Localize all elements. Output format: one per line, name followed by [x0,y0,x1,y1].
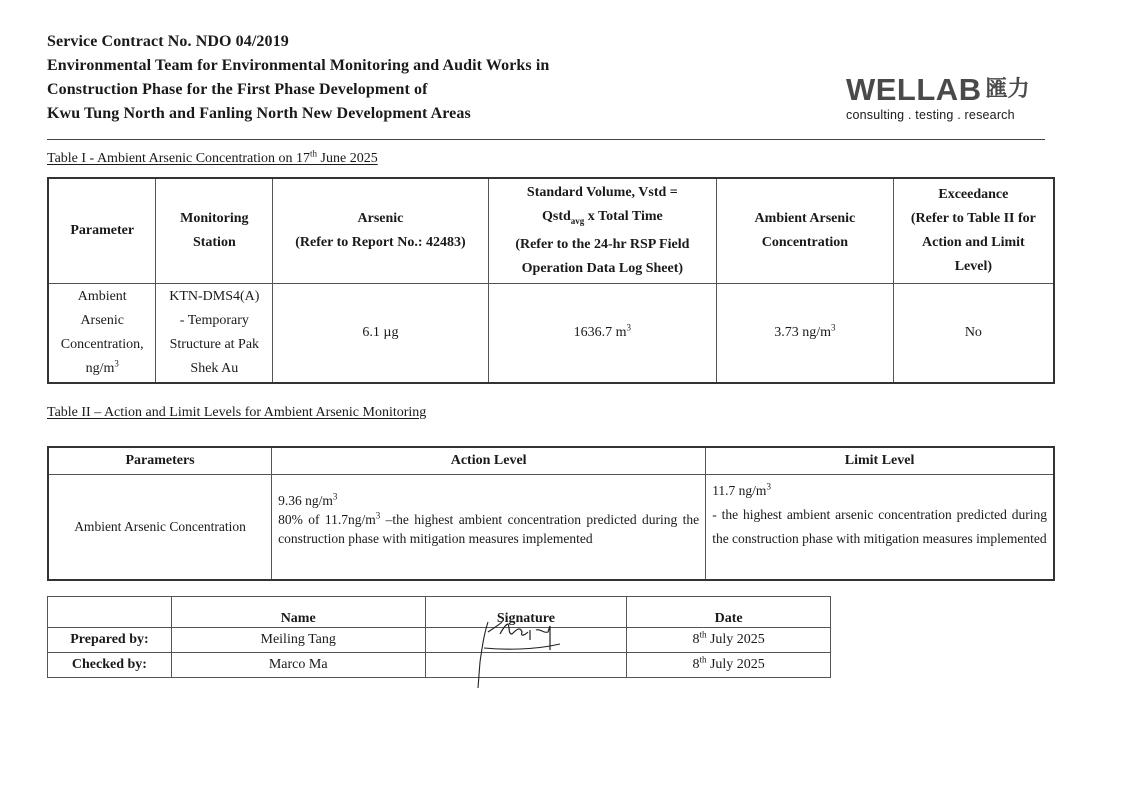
header-arsenic: Arsenic (Refer to Report No.: 42483) [273,178,488,283]
signoff-table [47,596,831,678]
header-title-line-1: Environmental Team for Environmental Monitoring and Audit Works in [47,57,550,74]
limit-level-description: - the highest ambient arsenic concentration predicted during the construction phase with mitigation measures implemented [712,507,1047,546]
header-divider [47,139,1045,140]
checked-by-date: 8th July 2025 [627,653,831,678]
prepared-by-date: 8th July 2025 [627,628,831,653]
header-action-level: Action Level [272,447,706,475]
logo-tagline: consulting . testing . research [846,108,1015,122]
table1-header-row [48,178,1054,283]
checked-by-name: Marco Ma [171,653,425,678]
header-parameter: Parameter [48,178,156,283]
header-signature: Signature [425,597,627,628]
table-row [48,653,831,678]
header-parameters: Parameters [48,447,272,475]
cell-arsenic: 6.1 µg [273,283,488,383]
cell-exceedance: No [893,283,1054,383]
action-level-description: 80% of $11.7ng/m^3$ –the highest ambient concentration predicted during the construction phase with mitigation measures implemented [278,510,700,546]
cell-volume: 1636.7 $m^3$ [488,283,716,383]
header-monitoring-station: Monitoring Station [156,178,273,283]
signoff-header-row [48,597,831,628]
cell-action-level: 9.36 $ng/m^3$ 80% of $11.7ng/m^3$ –the highest ambient concentration predicted during the construction phase with mitigation measures implemented [272,475,706,581]
table-row [48,628,831,653]
company-logo [846,74,1046,122]
table2-header-row [48,447,1054,475]
arsenic-concentration-table [47,177,1055,384]
action-limit-levels-table [47,446,1055,581]
cell-limit-level: 11.7 $ng/m^3$ - the highest ambient arsenic concentration predicted during the construction phase with mitigation measures implemented [706,475,1054,581]
checked-by-label: Checked by: [48,653,172,678]
header-name: Name [171,597,425,628]
table-row [48,475,1054,581]
header-title-line-3: Kwu Tung North and Fanling North New Development Areas [47,105,471,122]
header-limit-level: Limit Level [706,447,1054,475]
header-ambient-concentration: Ambient Arsenic Concentration [717,178,894,283]
header-title-line-2: Construction Phase for the First Phase Development of [47,81,428,98]
table2-caption: Table II – Action and Limit Levels for Ambient Arsenic Monitoring [47,405,427,420]
header-blank [48,597,172,628]
document-header [47,30,667,126]
handwritten-signature [474,610,574,690]
logo-wordmark: WELLAB [846,72,982,107]
cell-parameter: Ambient Arsenic Concentration, $ng/m^3$ [48,283,156,383]
header-date: Date [627,597,831,628]
table-row [48,283,1054,383]
cell-parameters: Ambient Arsenic Concentration [48,475,272,581]
header-standard-volume: Standard Volume, Vstd = Qstd$_{avg}$ x Total Time (Refer to the 24-hr RSP Field Operation Data Log Sheet) [488,178,716,283]
action-level-value: 9.36 ng/m [278,493,333,508]
contract-number: Service Contract No. NDO 04/2019 [47,33,289,50]
cell-concentration: 3.73 $ng/m^3$ [717,283,894,383]
prepared-by-name: Meiling Tang [171,628,425,653]
logo-chinese: 匯力 [985,77,1030,102]
limit-level-value: 11.7 ng/m [712,483,767,498]
prepared-by-label: Prepared by: [48,628,172,653]
cell-station: KTN-DMS4(A) - Temporary Structure at Pak Shek Au [156,283,273,383]
table1-caption: Table I - Ambient Arsenic Concentration on 17th June 2025 [47,148,378,166]
header-exceedance: Exceedance (Refer to Table II for Action and Limit Level) [893,178,1054,283]
